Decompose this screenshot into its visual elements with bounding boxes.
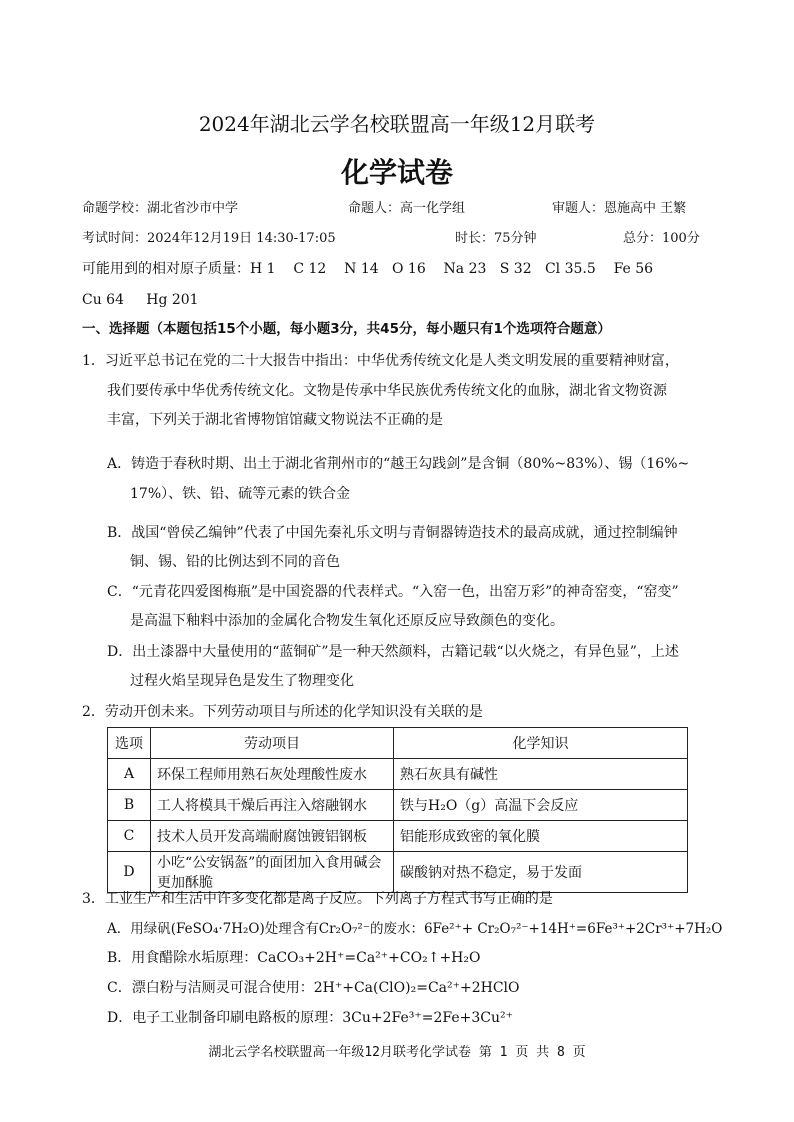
table-row (108, 790, 688, 821)
cell-labor: 技术人员开发高端耐腐蚀镀铝钢板 (151, 821, 394, 852)
q3-option-c: C．漂白粉与洁厕灵可混合使用：2H⁺+Ca(ClO)₂=Ca²⁺+2HClO (107, 980, 520, 996)
q1-stem: 丰富，下列关于湖北省博物馆馆藏文物说法不正确的是 (107, 412, 443, 428)
q3-stem: 3．工业生产和生活中许多变化都是离子反应。下列离子方程式书写正确的是 (82, 891, 553, 907)
q1-option-a: 17%）、铁、铅、硫等元素的铁合金 (130, 486, 351, 502)
q1-option-a: A．铸造于春秋时期、出土于湖北省荆州市的“越王勾践剑”是含铜（80%~83%）、锡（16%~ (107, 456, 690, 472)
cell-knowledge: 碳酸钠对热不稳定，易于发面 (394, 852, 688, 893)
info-masses-cont: Cu 64 Hg 201 (82, 292, 199, 308)
q1-option-d: 过程火焰呈现异色是发生了物理变化 (130, 673, 354, 689)
cell-labor: 小吃“公安锅盔”的面团加入食用碱会更加酥脆 (151, 852, 394, 893)
header-knowledge: 化学知识 (394, 728, 688, 759)
q2-stem: 2．劳动开创未来。下列劳动项目与所述的化学知识没有关联的是 (82, 704, 483, 720)
info-school: 命题学校：湖北省沙市中学 (82, 201, 239, 216)
exam-title: 2024年湖北云学名校联盟高一年级12月联考 (198, 112, 596, 136)
info-author: 命题人：高一化学组 (348, 201, 466, 216)
cell-option: C (108, 821, 151, 852)
cell-option: A (108, 759, 151, 790)
q3-option-a: A．用绿矾(FeSO₄·7H₂O)处理含有Cr₂O₇²⁻的废水：6Fe²⁺+ Cr₂O₇²⁻+14H⁺=6Fe³⁺+2Cr³⁺+7H₂O (107, 921, 723, 937)
q1-stem: 我们要传承中华优秀传统文化。文物是传承中华民族优秀传统文化的血脉，湖北省文物资源 (107, 383, 667, 399)
table-row (108, 821, 688, 852)
info-duration: 时长：75分钟 (455, 231, 537, 246)
page-footer: 湖北云学名校联盟高一年级12月联考化学试卷 第 1 页 共 8 页 (208, 1045, 586, 1060)
section-heading: 一、选择题（本题包括15个小题，每小题3分，共45分，每小题只有1个选项符合题意） (82, 321, 611, 337)
info-masses: 可能用到的相对原子质量：H 1 C 12 N 14 O 16 Na 23 S 32 Cl 35.5 Fe 56 (82, 261, 654, 277)
table-header-row (108, 728, 688, 759)
info-score: 总分：100分 (623, 231, 700, 246)
cell-labor: 工人将模具干燥后再注入熔融钢水 (151, 790, 394, 821)
q1-option-d: D．出土漆器中大量使用的“蓝铜矿”是一种天然颜料，古籍记载“以火烧之，有异色显”，上述 (107, 644, 679, 660)
header-option: 选项 (108, 728, 151, 759)
cell-knowledge: 铝能形成致密的氧化膜 (394, 821, 688, 852)
q3-option-b: B．用食醋除水垢原理：CaCO₃+2H⁺=Ca²⁺+CO₂↑+H₂O (107, 950, 481, 966)
header-labor: 劳动项目 (151, 728, 394, 759)
q1-option-c: 是高温下釉料中添加的金属化合物发生氧化还原反应导致颜色的变化。 (130, 613, 564, 629)
info-reviewer: 审题人：恩施高中 王繁 (552, 201, 687, 216)
q1-option-b: 铜、锡、铅的比例达到不同的音色 (130, 554, 340, 570)
cell-labor: 环保工程师用熟石灰处理酸性废水 (151, 759, 394, 790)
cell-knowledge: 铁与H₂O（g）高温下会反应 (394, 790, 688, 821)
q1-option-b: B．战国“曾侯乙编钟”代表了中国先秦礼乐文明与青铜器铸造技术的最高成就，通过控制编钟 (107, 525, 678, 541)
q3-option-d: D．电子工业制备印刷电路板的原理：3Cu+2Fe³⁺=2Fe+3Cu²⁺ (107, 1010, 513, 1026)
cell-option: D (108, 852, 151, 893)
q1-stem: 1．习近平总书记在党的二十大报告中指出：中华优秀传统文化是人类文明发展的重要精神财富， (82, 353, 679, 369)
info-time: 考试时间：2024年12月19日 14:30-17:05 (82, 231, 336, 246)
cell-knowledge: 熟石灰具有碱性 (394, 759, 688, 790)
exam-subject: 化学试卷 (340, 156, 453, 189)
cell-option: B (108, 790, 151, 821)
table-row (108, 759, 688, 790)
table-row (108, 852, 688, 893)
q2-table (107, 727, 688, 893)
q1-option-c: C．“元青花四爱图梅瓶”是中国瓷器的代表样式。“入窑一色，出窑万彩”的神奇窑变，“窑变” (107, 584, 679, 600)
